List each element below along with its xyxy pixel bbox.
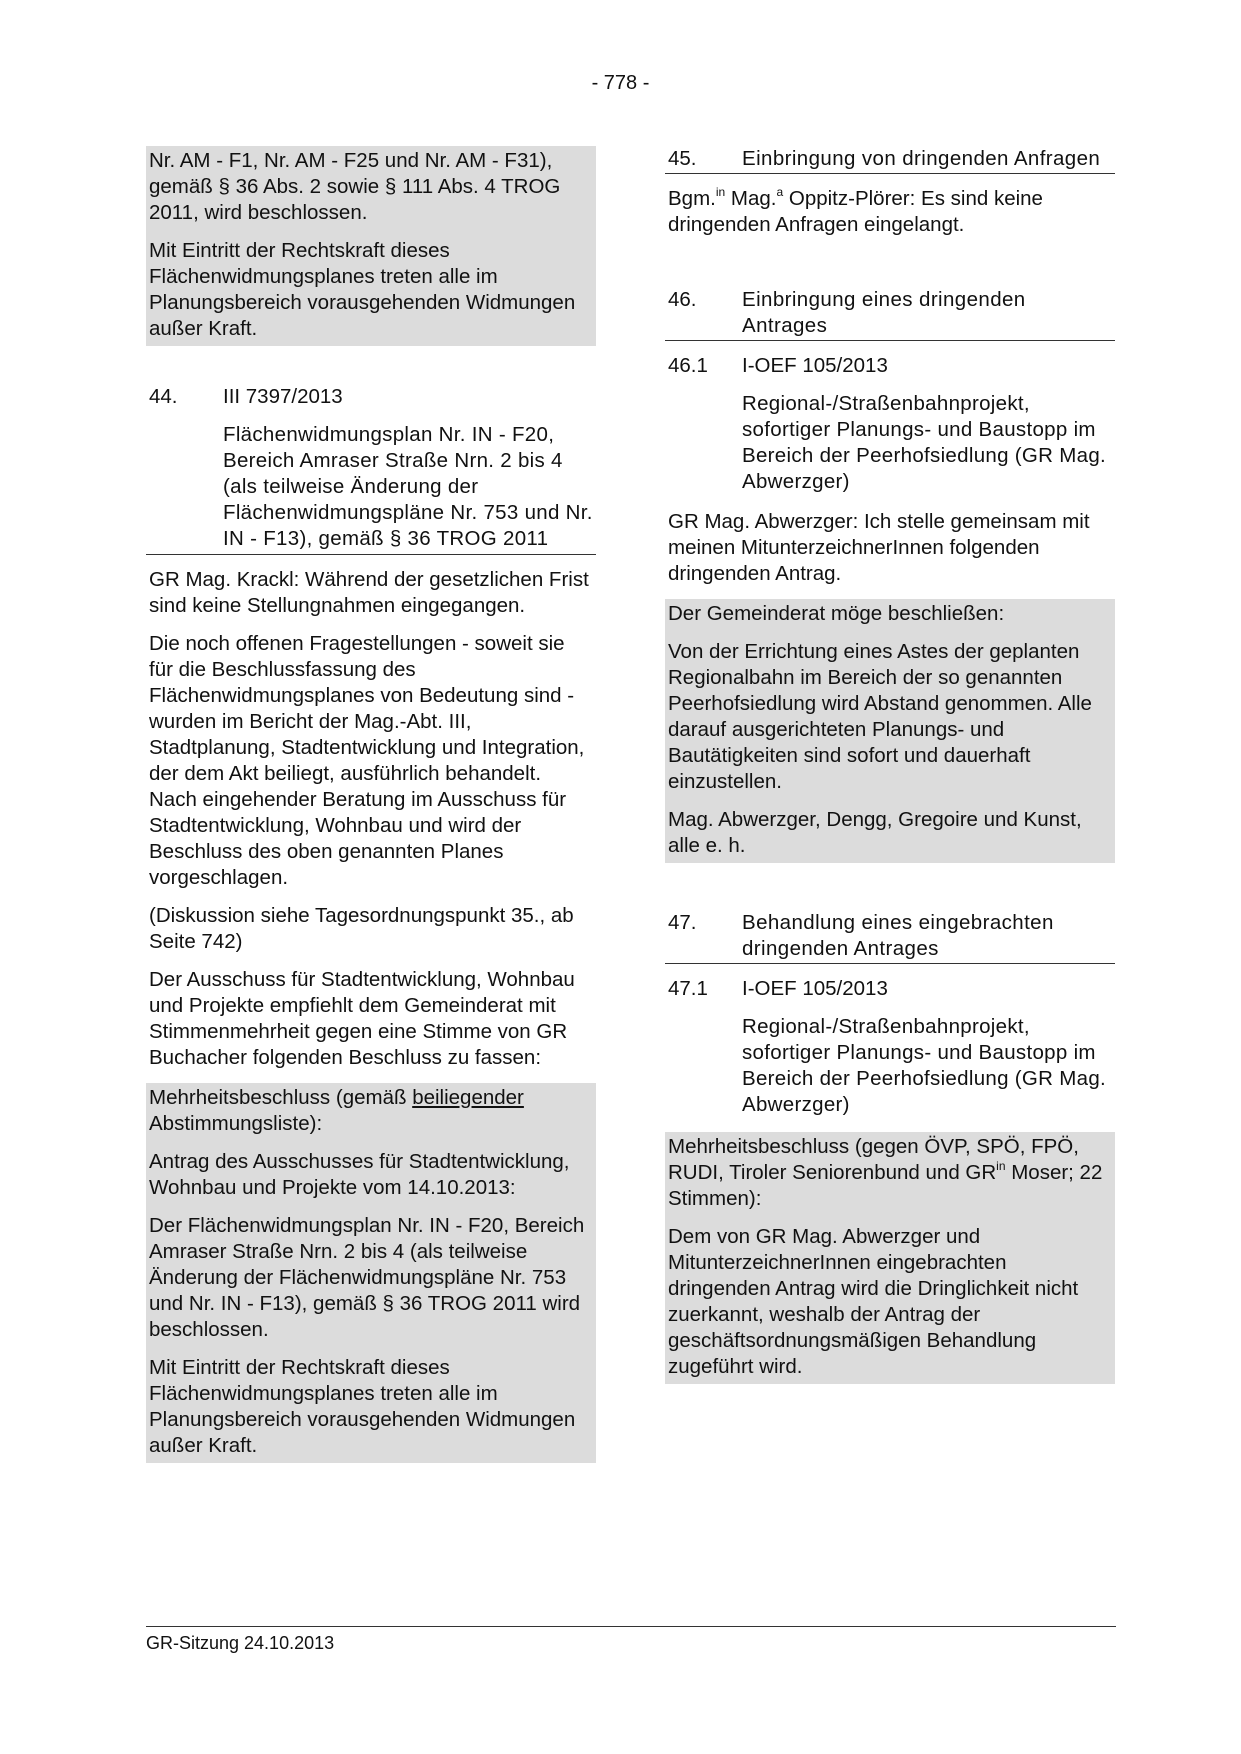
section-title: Behandlung eines eingebrachten dringenden Antrages	[742, 911, 1054, 960]
rechtskraft-text: Mit Eintritt der Rechtskraft dieses Flächenwidmungsplanes treten alle im Planungsbereich vorausgehenden Widmungen außer Kraft.	[149, 1356, 576, 1457]
resolution-box	[665, 1132, 1115, 1384]
item-number: 47.1	[668, 977, 708, 1000]
item-46-1-subject: Regional-/Straßenbahnprojekt, sofortiger Planungs- und Baustopp im Bereich der Peerhofsiedlung (GR Mag. Abwerzger)	[742, 392, 1107, 493]
section-number: 47.	[668, 911, 697, 934]
page-number: - 778 -	[591, 72, 650, 94]
majority-resolution: Mehrheitsbeschluss (gegen ÖVP, SPÖ, FPÖ, RUDI, Tiroler Seniorenbund und $GR^{in}$ Moser; 22 Stimmen):	[668, 1135, 1103, 1210]
voting-list-link[interactable]: beiliegender	[412, 1086, 524, 1109]
item-number: 46.1	[668, 354, 708, 377]
paragraph: Die noch offenen Fragestellungen - soweit sie für die Beschlussfassung des Flächenwidmungsplanes von Bedeutung sind - wurden im Bericht der Mag.-Abt. III, Stadtplanung, Stadtentwicklung und Integration, der dem Akt beiliegt, ausführlich behandelt. Nach eingehender Beratung im Ausschuss für Stadtentwicklung, Wohnbau und wird der Beschluss des oben genannten Planes vorgeschlagen.	[149, 632, 585, 889]
item-reference: I-OEF 105/2013	[742, 977, 888, 1000]
section-number: 45.	[668, 147, 697, 170]
right-column	[665, 146, 1115, 1384]
section-number: 46.	[668, 288, 697, 311]
footer-divider	[146, 1626, 1116, 1627]
item-46-1-head	[665, 353, 1115, 379]
motion-box	[665, 599, 1115, 863]
footer: GR-Sitzung 24.10.2013	[146, 1633, 335, 1653]
resolution-box	[146, 1083, 596, 1463]
section-title: Einbringung eines dringenden Antrages	[742, 288, 1026, 337]
section-47-heading	[665, 910, 1115, 964]
item-44-subject: Flächenwidmungsplan Nr. IN - F20, Bereich Amraser Straße Nrn. 2 bis 4 (als teilweise Änderung der Flächenwidmungspläne Nr. 753 und Nr. IN - F13), gemäß § 36 TROG 2011	[146, 422, 596, 555]
left-column	[146, 146, 596, 1463]
committee-motion: Antrag des Ausschusses für Stadtentwicklung, Wohnbau und Projekte vom 14.10.2013:	[149, 1150, 570, 1199]
resolution-text: Nr. AM - F1, Nr. AM - F25 und Nr. AM - F31), gemäß § 36 Abs. 2 sowie § 111 Abs. 4 TROG 2011, wird beschlossen.	[149, 149, 561, 224]
item-reference: I-OEF 105/2013	[742, 354, 888, 377]
paragraph: Bgm.$^{in}$ Mag.$^a$ Oppitz-Plörer: Es sind keine dringenden Anfragen eingelangt.	[668, 185, 1043, 236]
paragraph: (Diskussion siehe Tagesordnungspunkt 35., ab Seite 742)	[149, 904, 574, 953]
item-number: 44.	[149, 385, 178, 408]
item-47-1-subject: Regional-/Straßenbahnprojekt, sofortiger Planungs- und Baustopp im Bereich der Peerhofsiedlung (GR Mag. Abwerzger)	[742, 1015, 1107, 1116]
section-title: Einbringung von dringenden Anfragen	[742, 147, 1101, 170]
top-resolution-box	[146, 146, 596, 346]
motion-intro: Der Gemeinderat möge beschließen:	[668, 602, 1005, 625]
motion-text: Von der Errichtung eines Astes der geplanten Regionalbahn im Bereich der so genannten Peerhofsiedlung wird Abstand genommen. Alle darauf ausgerichteten Planungs- und Bautätigkeiten sind sofort und dauerhaft einzustellen.	[668, 640, 1092, 793]
section-46-heading	[665, 287, 1115, 341]
rechtskraft-text: Mit Eintritt der Rechtskraft dieses Flächenwidmungsplanes treten alle im Planungsbereich vorausgehenden Widmungen außer Kraft.	[149, 239, 576, 340]
resolution-text: Der Flächenwidmungsplan Nr. IN - F20, Bereich Amraser Straße Nrn. 2 bis 4 (als teilweise Änderung der Flächenwidmungspläne Nr. 753 und Nr. IN - F13), gemäß § 36 TROG 2011 wird beschlossen.	[149, 1214, 585, 1341]
paragraph: GR Mag. Krackl: Während der gesetzlichen Frist sind keine Stellungnahmen eingegangen.	[149, 568, 589, 617]
paragraph: GR Mag. Abwerzger: Ich stelle gemeinsam mit meinen MitunterzeichnerInnen folgenden dringenden Antrag.	[668, 510, 1090, 585]
paragraph: Der Ausschuss für Stadtentwicklung, Wohnbau und Projekte empfiehlt dem Gemeinderat mit Stimmenmehrheit gegen eine Stimme von GR Buchacher folgenden Beschluss zu fassen:	[149, 968, 575, 1069]
majority-resolution: Mehrheitsbeschluss (gemäß beiliegender Abstimmungsliste):	[149, 1086, 524, 1135]
motion-signatories: Mag. Abwerzger, Dengg, Gregoire und Kunst, alle e. h.	[668, 808, 1082, 857]
section-45-heading	[665, 146, 1115, 174]
item-47-1-head	[665, 976, 1115, 1002]
item-44-head	[146, 384, 596, 410]
resolution-text: Dem von GR Mag. Abwerzger und MitunterzeichnerInnen eingebrachten dringenden Antrag wird die Dringlichkeit nicht zuerkannt, weshalb der Antrag der geschäftsordnungsmäßigen Behandlung zugeführt wird.	[668, 1225, 1079, 1378]
item-reference: III 7397/2013	[223, 385, 343, 408]
